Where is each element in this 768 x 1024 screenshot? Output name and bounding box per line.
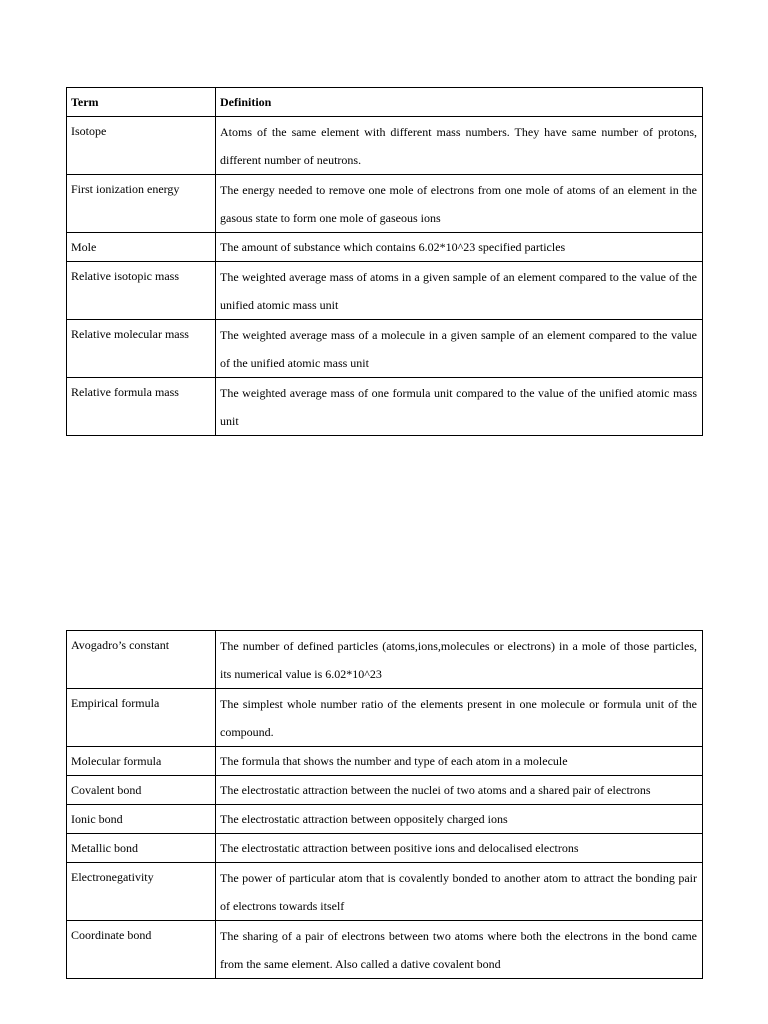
definition-cell: The electrostatic attraction between positive ions and delocalised electrons [216, 834, 703, 863]
term-cell: Mole [67, 233, 216, 262]
term-cell: Coordinate bond [67, 921, 216, 979]
term-cell: Relative molecular mass [67, 320, 216, 378]
definition-cell: The number of defined particles (atoms,ions,molecules or electrons) in a mole of those particles, its numerical value is 6.02*10^23 [216, 631, 703, 689]
table-row [67, 117, 703, 175]
header-term: Term [67, 88, 216, 117]
glossary-table-2 [66, 630, 703, 979]
definition-cell: The weighted average mass of atoms in a given sample of an element compared to the value of the unified atomic mass unit [216, 262, 703, 320]
definition-cell: The formula that shows the number and type of each atom in a molecule [216, 747, 703, 776]
term-cell: Molecular formula [67, 747, 216, 776]
term-cell: Relative formula mass [67, 378, 216, 436]
term-cell: Electronegativity [67, 863, 216, 921]
definition-cell: The simplest whole number ratio of the elements present in one molecule or formula unit of the compound. [216, 689, 703, 747]
term-cell: Isotope [67, 117, 216, 175]
table-row [67, 863, 703, 921]
table-row [67, 805, 703, 834]
table-row [67, 776, 703, 805]
definition-cell: The energy needed to remove one mole of electrons from one mole of atoms of an element in the gasous state to form one mole of gaseous ions [216, 175, 703, 233]
term-cell: Metallic bond [67, 834, 216, 863]
table-row [67, 747, 703, 776]
table-row [67, 262, 703, 320]
table-row [67, 320, 703, 378]
table-row [67, 378, 703, 436]
table-row [67, 834, 703, 863]
term-cell: Ionic bond [67, 805, 216, 834]
table-row [67, 689, 703, 747]
table-row [67, 175, 703, 233]
table-row [67, 631, 703, 689]
definition-cell: The electrostatic attraction between the nuclei of two atoms and a shared pair of electrons [216, 776, 703, 805]
definition-cell: Atoms of the same element with different mass numbers. They have same number of protons, different number of neutrons. [216, 117, 703, 175]
table-row [67, 921, 703, 979]
glossary-table-1 [66, 87, 703, 436]
definition-cell: The electrostatic attraction between oppositely charged ions [216, 805, 703, 834]
term-cell: Empirical formula [67, 689, 216, 747]
term-cell: Relative isotopic mass [67, 262, 216, 320]
definition-cell: The sharing of a pair of electrons between two atoms where both the electrons in the bond came from the same element. Also called a dative covalent bond [216, 921, 703, 979]
definition-cell: The amount of substance which contains 6.02*10^23 specified particles [216, 233, 703, 262]
table-row [67, 233, 703, 262]
term-cell: Covalent bond [67, 776, 216, 805]
term-cell: Avogadro’s constant [67, 631, 216, 689]
table-header-row [67, 88, 703, 117]
definition-cell: The power of particular atom that is covalently bonded to another atom to attract the bonding pair of electrons towards itself [216, 863, 703, 921]
definition-cell: The weighted average mass of one formula unit compared to the value of the unified atomic mass unit [216, 378, 703, 436]
term-cell: First ionization energy [67, 175, 216, 233]
header-definition: Definition [216, 88, 703, 117]
definition-cell: The weighted average mass of a molecule in a given sample of an element compared to the value of the unified atomic mass unit [216, 320, 703, 378]
